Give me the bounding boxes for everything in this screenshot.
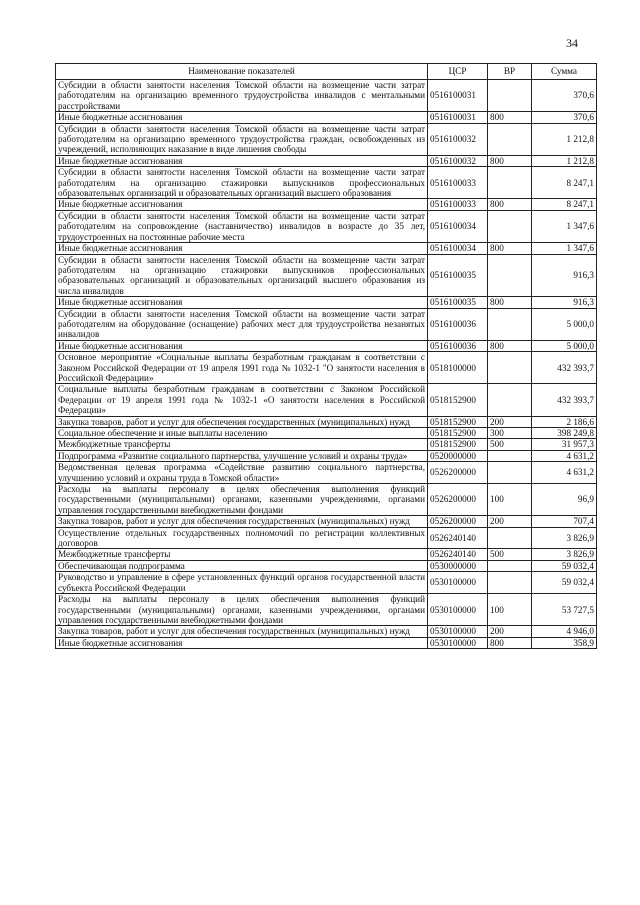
table-row <box>56 462 597 484</box>
row-code-cell: 0516100033 <box>428 199 488 210</box>
row-name-cell: Иные бюджетные ассигнования <box>56 637 428 648</box>
row-vr-cell: 300 <box>488 428 532 439</box>
row-sum-cell: 707,4 <box>532 516 597 527</box>
header-vr: ВР <box>488 64 532 80</box>
table-row <box>56 340 597 351</box>
row-code-cell: 0518100000 <box>428 352 488 384</box>
row-sum-cell: 916,3 <box>532 254 597 297</box>
row-code-cell: 0516100035 <box>428 297 488 308</box>
table-row <box>56 637 597 648</box>
row-sum-cell: 4 631,2 <box>532 462 597 484</box>
row-code-cell: 0530100000 <box>428 594 488 626</box>
page-number: 34 <box>566 36 578 50</box>
row-vr-cell <box>488 527 532 549</box>
row-sum-cell: 5 000,0 <box>532 340 597 351</box>
row-sum-cell: 358,9 <box>532 637 597 648</box>
table-row <box>56 484 597 516</box>
row-vr-cell: 800 <box>488 243 532 254</box>
row-name-cell: Ведомственная целевая программа «Содействие развитию социального партнерства, улучшению условий и охраны труда в Томской области» <box>56 462 428 484</box>
row-vr-cell <box>488 123 532 155</box>
row-name-cell: Субсидии в области занятости населения Томской области на возмещение части затрат работодателям на организацию временного трудоустройства граждан, освобожденных из учреждений, исполняющих наказание в виде лишения свободы <box>56 123 428 155</box>
table-row <box>56 560 597 571</box>
row-vr-cell: 800 <box>488 340 532 351</box>
row-vr-cell <box>488 254 532 297</box>
row-code-cell: 0518152900 <box>428 428 488 439</box>
row-code-cell: 0526200000 <box>428 462 488 484</box>
table-row <box>56 167 597 199</box>
row-code-cell: 0516100033 <box>428 167 488 199</box>
row-sum-cell: 8 247,1 <box>532 167 597 199</box>
row-name-cell: Субсидии в области занятости населения Томской области на возмещение части затрат работодателям на организацию стажировки выпускников профессиональных образовательных организаций и образовательных организаций высшего образования из числа инвалидов <box>56 254 428 297</box>
table-row <box>56 297 597 308</box>
row-vr-cell <box>488 560 532 571</box>
row-sum-cell: 96,9 <box>532 484 597 516</box>
row-sum-cell: 8 247,1 <box>532 199 597 210</box>
row-name-cell: Руководство и управление в сфере установленных функций органов государственной власти субъекта Российской Федерации <box>56 572 428 594</box>
row-code-cell: 0526200000 <box>428 484 488 516</box>
table-row <box>56 243 597 254</box>
table-row <box>56 450 597 461</box>
row-sum-cell: 3 826,9 <box>532 527 597 549</box>
row-name-cell: Иные бюджетные ассигнования <box>56 340 428 351</box>
row-vr-cell <box>488 462 532 484</box>
row-sum-cell: 3 826,9 <box>532 549 597 560</box>
row-name-cell: Закупка товаров, работ и услуг для обеспечения государственных (муниципальных) нужд <box>56 416 428 427</box>
row-name-cell: Субсидии в области занятости населения Томской области на возмещение части затрат работодателям на сопровождение (наставничество) инвалидов в возрасте до 35 лет, трудоустроенных на постоянные рабочие места <box>56 210 428 242</box>
table-row <box>56 210 597 242</box>
row-name-cell: Расходы на выплаты персоналу в целях обеспечения выполнения функций государственными (муниципальными) органами, казенными учреждениями, органами управления государственными внебюджетными фондами <box>56 594 428 626</box>
row-sum-cell: 1 212,8 <box>532 155 597 166</box>
row-vr-cell: 500 <box>488 439 532 450</box>
row-code-cell: 0526240140 <box>428 549 488 560</box>
row-name-cell: Основное мероприятие «Социальные выплаты безработным гражданам в соответствии с Законом Российской Федерации от 19 апреля 1991 года № 1032-1 "О занятости населения в Российской Федерации» <box>56 352 428 384</box>
table-row <box>56 352 597 384</box>
row-vr-cell: 800 <box>488 199 532 210</box>
row-code-cell: 0520000000 <box>428 450 488 461</box>
table-row <box>56 572 597 594</box>
row-sum-cell: 1 347,6 <box>532 210 597 242</box>
row-code-cell: 0530000000 <box>428 560 488 571</box>
header-sum: Сумма <box>532 64 597 80</box>
row-name-cell: Подпрограмма «Развитие социального партнерства, улучшение условий и охраны труда» <box>56 450 428 461</box>
row-code-cell: 0526240140 <box>428 527 488 549</box>
row-vr-cell: 800 <box>488 637 532 648</box>
table-row <box>56 439 597 450</box>
row-vr-cell <box>488 352 532 384</box>
row-name-cell: Закупка товаров, работ и услуг для обеспечения государственных (муниципальных) нужд <box>56 516 428 527</box>
row-vr-cell <box>488 80 532 112</box>
row-sum-cell: 59 032,4 <box>532 560 597 571</box>
row-sum-cell: 1 347,6 <box>532 243 597 254</box>
row-sum-cell: 4 946,0 <box>532 626 597 637</box>
row-vr-cell: 500 <box>488 549 532 560</box>
row-code-cell: 0516100031 <box>428 112 488 123</box>
row-code-cell: 0516100032 <box>428 155 488 166</box>
row-code-cell: 0516100034 <box>428 243 488 254</box>
row-vr-cell: 100 <box>488 484 532 516</box>
row-name-cell: Иные бюджетные ассигнования <box>56 155 428 166</box>
table-row <box>56 626 597 637</box>
table-row <box>56 428 597 439</box>
table-row <box>56 254 597 297</box>
row-code-cell: 0518152900 <box>428 384 488 416</box>
row-sum-cell: 432 393,7 <box>532 352 597 384</box>
header-name: Наименование показателей <box>56 64 428 80</box>
row-sum-cell: 4 631,2 <box>532 450 597 461</box>
row-vr-cell <box>488 167 532 199</box>
table-row <box>56 199 597 210</box>
row-code-cell: 0530100000 <box>428 626 488 637</box>
row-code-cell: 0530100000 <box>428 637 488 648</box>
row-sum-cell: 59 032,4 <box>532 572 597 594</box>
table-row <box>56 527 597 549</box>
row-code-cell: 0516100036 <box>428 308 488 340</box>
table-header-row <box>56 64 597 80</box>
table-row <box>56 416 597 427</box>
row-code-cell: 0530100000 <box>428 572 488 594</box>
table-row <box>56 112 597 123</box>
row-code-cell: 0516100034 <box>428 210 488 242</box>
table-row <box>56 594 597 626</box>
row-name-cell: Иные бюджетные ассигнования <box>56 199 428 210</box>
row-name-cell: Иные бюджетные ассигнования <box>56 297 428 308</box>
row-sum-cell: 1 212,8 <box>532 123 597 155</box>
budget-table <box>55 63 597 649</box>
row-name-cell: Субсидии в области занятости населения Томской области на возмещение части затрат работодателям на организацию временного трудоустройства инвалидов с ментальными расстройствами <box>56 80 428 112</box>
row-sum-cell: 53 727,5 <box>532 594 597 626</box>
row-vr-cell: 200 <box>488 626 532 637</box>
row-sum-cell: 432 393,7 <box>532 384 597 416</box>
row-name-cell: Субсидии в области занятости населения Томской области на возмещение части затрат работодателям на организацию стажировки выпускников профессиональных образовательных организаций и образовательных организаций высшего образования <box>56 167 428 199</box>
row-code-cell: 0516100036 <box>428 340 488 351</box>
row-sum-cell: 370,6 <box>532 80 597 112</box>
row-sum-cell: 2 186,6 <box>532 416 597 427</box>
row-vr-cell: 800 <box>488 112 532 123</box>
table-row <box>56 155 597 166</box>
row-code-cell: 0518152900 <box>428 416 488 427</box>
row-name-cell: Закупка товаров, работ и услуг для обеспечения государственных (муниципальных) нужд <box>56 626 428 637</box>
row-vr-cell: 200 <box>488 416 532 427</box>
row-name-cell: Социальные выплаты безработным гражданам в соответствии с Законом Российской Федерации от 19 апреля 1991 года № 1032-1 «О занятости населения в Российской Федерации» <box>56 384 428 416</box>
row-name-cell: Иные бюджетные ассигнования <box>56 112 428 123</box>
row-vr-cell <box>488 384 532 416</box>
row-vr-cell: 200 <box>488 516 532 527</box>
row-sum-cell: 370,6 <box>532 112 597 123</box>
row-vr-cell: 100 <box>488 594 532 626</box>
row-code-cell: 0518152900 <box>428 439 488 450</box>
row-vr-cell: 800 <box>488 297 532 308</box>
row-name-cell: Социальное обеспечение и иные выплаты населению <box>56 428 428 439</box>
header-code: ЦСР <box>428 64 488 80</box>
row-vr-cell <box>488 450 532 461</box>
row-name-cell: Расходы на выплаты персоналу в целях обеспечения выполнения функций государственными (муниципальными) органами, казенными учреждениями, органами управления государственными внебюджетными фондами <box>56 484 428 516</box>
table-row <box>56 123 597 155</box>
row-code-cell: 0516100032 <box>428 123 488 155</box>
row-sum-cell: 398 249,8 <box>532 428 597 439</box>
row-code-cell: 0526200000 <box>428 516 488 527</box>
row-vr-cell: 800 <box>488 155 532 166</box>
row-sum-cell: 31 957,3 <box>532 439 597 450</box>
table-row <box>56 80 597 112</box>
row-vr-cell <box>488 572 532 594</box>
row-name-cell: Иные бюджетные ассигнования <box>56 243 428 254</box>
table-body <box>56 80 597 649</box>
row-vr-cell <box>488 308 532 340</box>
row-sum-cell: 5 000,0 <box>532 308 597 340</box>
table-row <box>56 384 597 416</box>
table-row <box>56 308 597 340</box>
row-name-cell: Обеспечивающая подпрограмма <box>56 560 428 571</box>
row-name-cell: Межбюджетные трансферты <box>56 439 428 450</box>
row-vr-cell <box>488 210 532 242</box>
row-sum-cell: 916,3 <box>532 297 597 308</box>
table-row <box>56 549 597 560</box>
row-name-cell: Осуществление отдельных государственных полномочий по регистрации коллективных договоров <box>56 527 428 549</box>
row-code-cell: 0516100031 <box>428 80 488 112</box>
row-name-cell: Субсидии в области занятости населения Томской области на возмещение части затрат работодателям на оборудование (оснащение) рабочих мест для трудоустройства незанятых инвалидов <box>56 308 428 340</box>
row-code-cell: 0516100035 <box>428 254 488 297</box>
row-name-cell: Межбюджетные трансферты <box>56 549 428 560</box>
table-row <box>56 516 597 527</box>
